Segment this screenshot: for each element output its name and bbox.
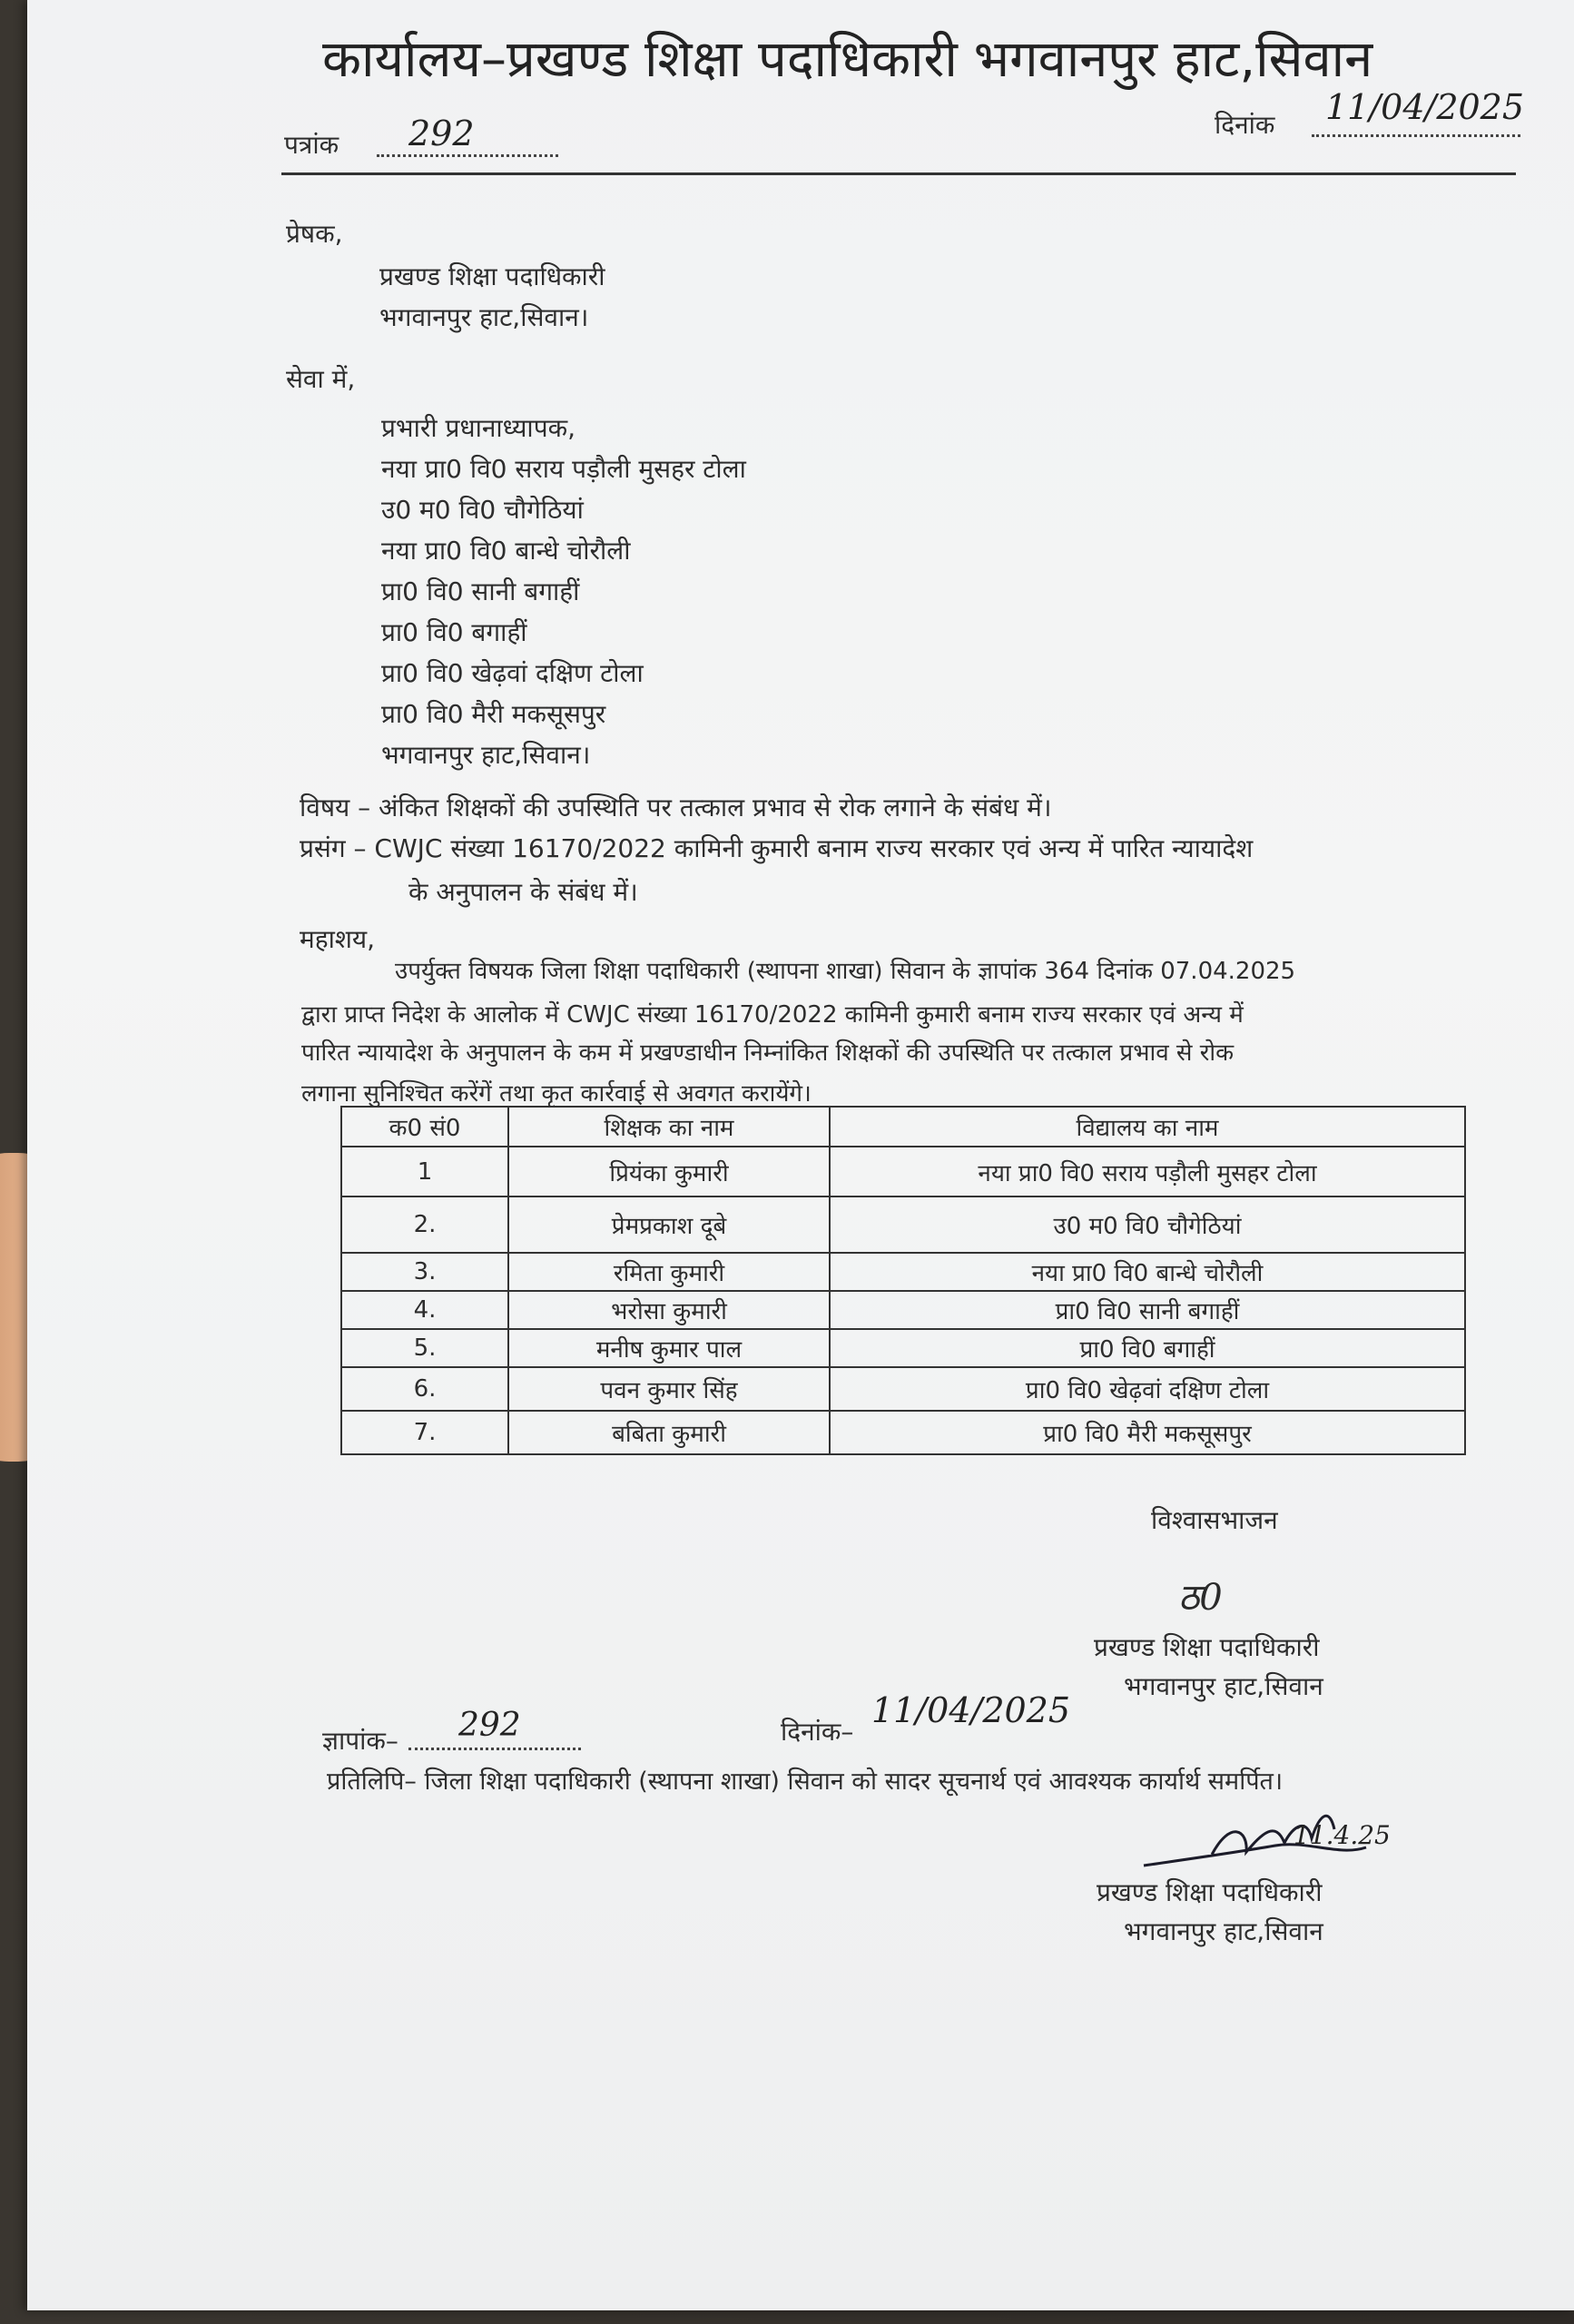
salutation: महाशय,: [300, 924, 376, 954]
date-value: 11/04/2025: [1325, 87, 1525, 127]
recipient-line: उ0 म0 वि0 चौगेठियां: [381, 495, 584, 525]
subject-line: विषय – अंकित शिक्षकों की उपस्थिति पर तत्काल प्रभाव से रोक लगाने के संबंध में।: [300, 793, 1052, 822]
recipient-line: नया प्रा0 वि0 बान्धे चोरौली: [381, 536, 631, 566]
date-label: दिनांक: [1215, 110, 1275, 140]
school-cell: प्रा0 वि0 मैरी मकसूसपुर: [830, 1411, 1465, 1454]
recipient-label: सेवा में,: [286, 364, 356, 394]
teacher-cell: पवन कुमार सिंह: [508, 1367, 830, 1411]
recipient-line: प्रभारी प्रधानाध्यापक,: [381, 413, 575, 443]
closing-yours: विश्वासभाजन: [1151, 1505, 1278, 1535]
teacher-cell: भरोसा कुमारी: [508, 1291, 830, 1329]
memo-label: ज्ञापांक–: [322, 1726, 398, 1756]
memo-date-label: दिनांक–: [781, 1717, 854, 1747]
ref-dotted-line: [377, 154, 558, 157]
table-row: [341, 1411, 1465, 1454]
signature-date: 11.4.25: [1294, 1820, 1391, 1850]
memo-number: 292: [458, 1707, 521, 1744]
copy-signatory-title: प्रखण्ड शिक्षा पदाधिकारी: [1097, 1877, 1323, 1907]
serial-cell: 4.: [341, 1291, 508, 1329]
serial-cell: 1: [341, 1147, 508, 1196]
school-cell: प्रा0 वि0 बगाहीं: [830, 1329, 1465, 1367]
body-line: लगाना सुनिश्चित करेंगें तथा कृत कार्रवाई से अवगत करायेंगे।: [301, 1080, 812, 1108]
context-line: प्रसंग – CWJC संख्या 16170/2022 कामिनी कुमारी बनाम राज्य सरकार एवं अन्य में पारित न्यायादेश: [300, 833, 1254, 863]
school-cell: उ0 म0 वि0 चौगेठियां: [830, 1196, 1465, 1253]
table-header-row: [341, 1107, 1465, 1147]
table-row: [341, 1291, 1465, 1329]
serial-cell: 6.: [341, 1367, 508, 1411]
teacher-cell: प्रेमप्रकाश दूबे: [508, 1196, 830, 1253]
recipient-line: प्रा0 वि0 मैरी मकसूसपुर: [381, 699, 606, 729]
table-row: [341, 1367, 1465, 1411]
signatory-title: प्रखण्ड शिक्षा पदाधिकारी: [1094, 1632, 1320, 1662]
school-cell: नया प्रा0 वि0 सराय पड़ौली मुसहर टोला: [830, 1147, 1465, 1196]
header-teacher-name: शिक्षक का नाम: [508, 1107, 830, 1147]
recipient-line: प्रा0 वि0 बगाहीं: [381, 617, 527, 647]
context-line-2: के अनुपालन के संबंध में।: [408, 877, 638, 907]
signatory-place: भगवानपुर हाट,सिवान: [1124, 1671, 1323, 1701]
sender-label: प्रेषक,: [286, 219, 343, 249]
teachers-table: [340, 1106, 1466, 1455]
ref-number: 292: [408, 113, 475, 153]
teacher-cell: बबिता कुमारी: [508, 1411, 830, 1454]
recipient-line: प्रा0 वि0 सानी बगाहीं: [381, 576, 580, 606]
memo-date-value: 11/04/2025: [871, 1690, 1071, 1730]
header-rule: [281, 172, 1516, 175]
recipient-line: नया प्रा0 वि0 सराय पड़ौली मुसहर टोला: [381, 454, 746, 484]
office-title: कार्यालय–प्रखण्ड शिक्षा पदाधिकारी भगवानपुर हाट,सिवान: [322, 30, 1373, 89]
date-dotted-line: [1312, 134, 1520, 137]
table-row: [341, 1329, 1465, 1367]
table-row: [341, 1147, 1465, 1196]
school-cell: प्रा0 वि0 सानी बगाहीं: [830, 1291, 1465, 1329]
teacher-cell: रमिता कुमारी: [508, 1253, 830, 1291]
teacher-cell: प्रियंका कुमारी: [508, 1147, 830, 1196]
school-cell: प्रा0 वि0 खेढ़वां दक्षिण टोला: [830, 1367, 1465, 1411]
serial-cell: 2.: [341, 1196, 508, 1253]
body-line: पारित न्यायादेश के अनुपालन के कम में प्रखण्डाधीन निम्नांकित शिक्षकों की उपस्थिति पर तत्काल प्रभाव से रोक: [301, 1039, 1235, 1067]
letter-page: [27, 0, 1574, 2310]
body-line: द्वारा प्राप्त निदेश के आलोक में CWJC संख्या 16170/2022 कामिनी कुमारी बनाम राज्य सरकार एवं अन्य में: [301, 1001, 1244, 1029]
school-cell: नया प्रा0 वि0 बान्धे चोरौली: [830, 1253, 1465, 1291]
recipient-line: भगवानपुर हाट,सिवान।: [381, 740, 591, 770]
serial-cell: 3.: [341, 1253, 508, 1291]
table-row: [341, 1196, 1465, 1253]
header-serial: क0 सं0: [341, 1107, 508, 1147]
table-row: [341, 1253, 1465, 1291]
ref-label: पत्रांक: [284, 130, 339, 160]
memo-dotted-line: [408, 1748, 581, 1750]
body-line: उपर्युक्त विषयक जिला शिक्षा पदाधिकारी (स्थापना शाखा) सिवान के ज्ञापांक 364 दिनांक 07.04.2025: [395, 958, 1296, 985]
serial-cell: 5.: [341, 1329, 508, 1367]
sender-line2: भगवानपुर हाट,सिवान।: [379, 302, 589, 332]
teacher-cell: मनीष कुमार पाल: [508, 1329, 830, 1367]
recipient-line: प्रा0 वि0 खेढ़वां दक्षिण टोला: [381, 658, 644, 688]
officer-initials: ठ0: [1178, 1577, 1223, 1619]
copy-to-line: प्रतिलिपि– जिला शिक्षा पदाधिकारी (स्थापना शाखा) सिवान को सादर सूचनार्थ एवं आवश्यक कार्यार्थ समर्पित।: [327, 1768, 1284, 1796]
copy-signatory-place: भगवानपुर हाट,सिवान: [1124, 1916, 1323, 1946]
header-school-name: विद्यालय का नाम: [830, 1107, 1465, 1147]
sender-line1: प्रखण्ड शिक्षा पदाधिकारी: [379, 261, 605, 291]
serial-cell: 7.: [341, 1411, 508, 1454]
